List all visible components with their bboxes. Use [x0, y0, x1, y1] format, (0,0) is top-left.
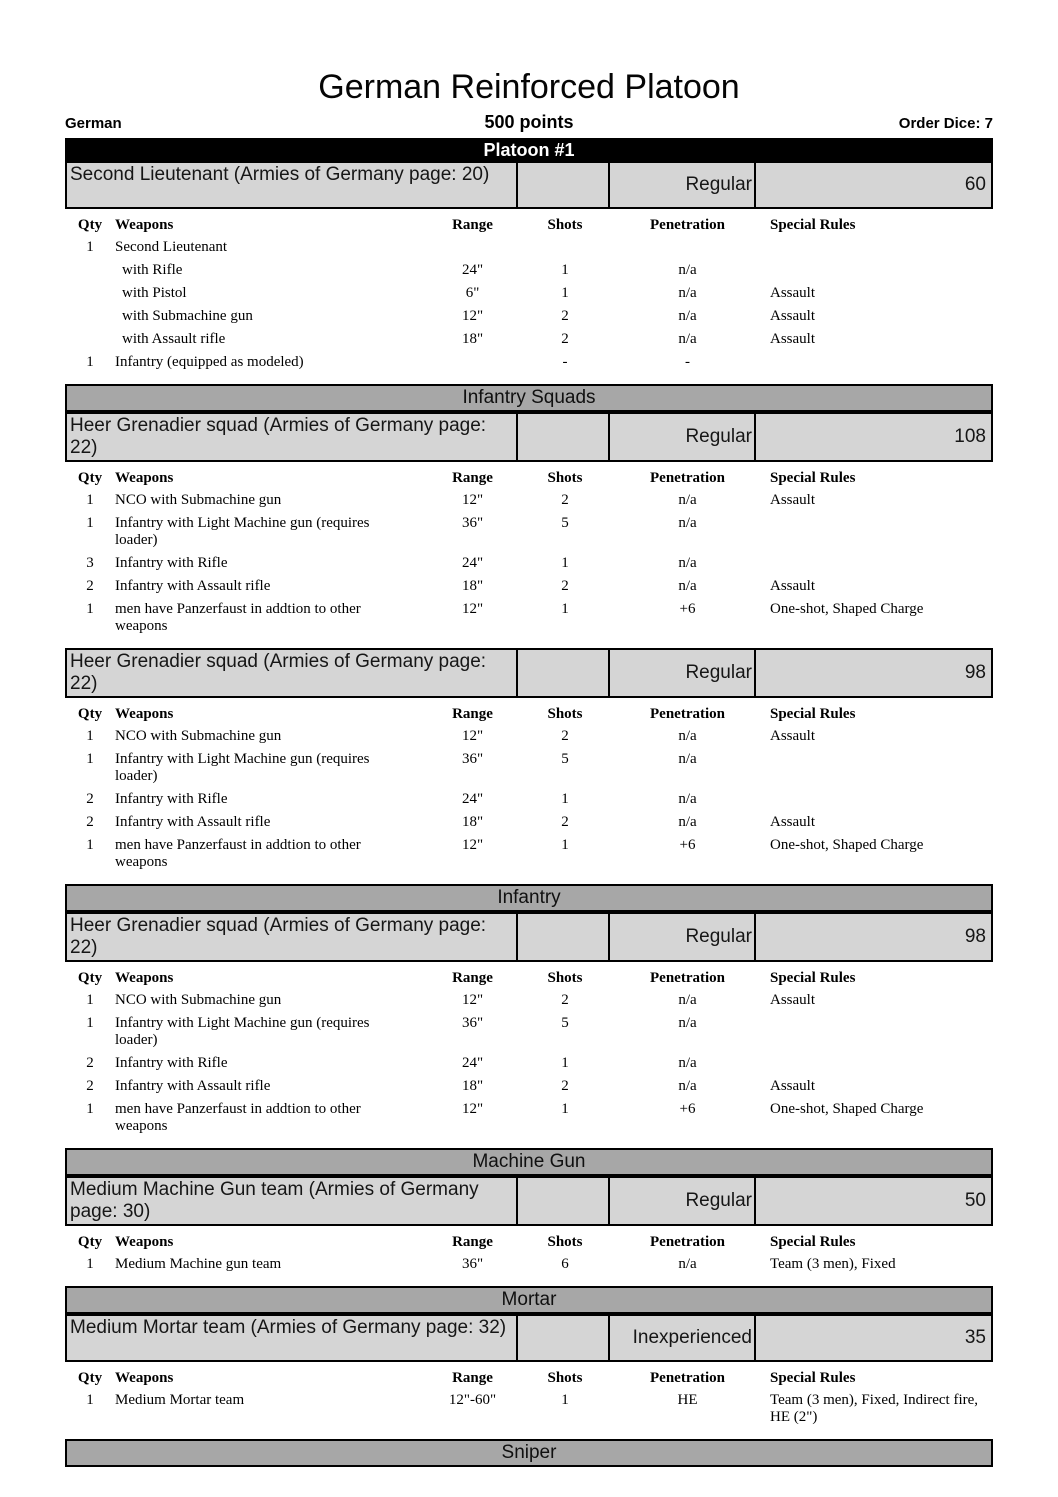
weapons-col-range: Range [452, 706, 493, 722]
unit-blank-cell [516, 1178, 608, 1224]
weapon-penetration: n/a [678, 492, 697, 508]
weapons-col-range: Range [452, 970, 493, 986]
weapon-row [65, 1098, 993, 1138]
weapon-row [65, 834, 993, 874]
weapon-range: 18" [461, 814, 484, 830]
weapon-penetration: n/a [678, 751, 697, 767]
page-title: German Reinforced Platoon [318, 68, 740, 106]
weapon-qty [65, 285, 115, 302]
weapon-name: Infantry (equipped as modeled) [115, 354, 304, 370]
weapon-special: Assault [770, 308, 815, 324]
unit-name: Heer Grenadier squad (Armies of Germany page: 22) [70, 915, 487, 958]
weapon-name: Infantry with Light Machine gun (requires loader) [115, 1015, 370, 1048]
weapons-header-row [65, 468, 993, 489]
weapons-col-weapons: Weapons [115, 970, 174, 986]
unit-quality: Regular [608, 914, 754, 960]
weapons-header-row [65, 1368, 993, 1389]
weapon-qty: 1 [86, 1256, 94, 1272]
weapons-col-special: Special Rules [770, 217, 856, 233]
weapons-col-shots: Shots [547, 1234, 583, 1250]
weapon-shots: 2 [561, 492, 569, 508]
weapons-col-qty: Qty [77, 1370, 103, 1386]
weapon-qty [65, 262, 115, 279]
weapon-range: 12" [461, 492, 484, 508]
weapon-name: Infantry with Rifle [115, 1055, 228, 1071]
unit-row [65, 1314, 993, 1362]
weapon-special: Assault [770, 728, 815, 744]
unit-name: Heer Grenadier squad (Armies of Germany page: 22) [70, 415, 487, 458]
weapon-name: with Pistol [122, 285, 187, 301]
weapon-name: men have Panzerfaust in addtion to other weapons [115, 837, 361, 870]
unit-points: 50 [754, 1178, 991, 1224]
weapon-range: 18" [461, 1078, 484, 1094]
weapon-penetration: - [685, 354, 690, 370]
weapon-range: 6" [465, 285, 480, 301]
weapons-col-weapons: Weapons [115, 1370, 174, 1386]
weapons-col-penetration: Penetration [650, 1234, 725, 1250]
weapons-table [65, 1232, 993, 1276]
weapon-shots: 1 [561, 791, 569, 807]
weapons-col-penetration: Penetration [650, 1370, 725, 1386]
weapon-qty: 2 [86, 578, 94, 594]
weapon-name: NCO with Submachine gun [115, 992, 282, 1008]
weapons-col-penetration: Penetration [650, 217, 725, 233]
weapon-qty: 1 [86, 601, 94, 617]
weapon-special [770, 751, 993, 785]
weapon-special: Team (3 men), Fixed [770, 1256, 896, 1272]
weapon-range: 36" [461, 515, 484, 531]
unit-blank-cell [516, 414, 608, 460]
weapons-col-range: Range [452, 1234, 493, 1250]
weapon-qty: 1 [86, 239, 94, 255]
weapon-shots: 6 [561, 1256, 569, 1272]
weapon-penetration: +6 [679, 601, 696, 617]
weapons-header-row [65, 1232, 993, 1253]
weapon-row [65, 552, 993, 575]
weapon-row [65, 1075, 993, 1098]
weapon-penetration: n/a [678, 262, 697, 278]
section-heading: Mortar [65, 1286, 993, 1314]
weapon-name: Infantry with Assault rifle [115, 578, 271, 594]
weapon-range: 36" [461, 1015, 484, 1031]
unit-row [65, 912, 993, 962]
weapon-qty: 2 [86, 1055, 94, 1071]
section-heading: Infantry Squads [65, 384, 993, 412]
weapon-special: One-shot, Shaped Charge [770, 601, 924, 617]
weapon-penetration: n/a [678, 515, 697, 531]
weapon-qty [65, 308, 115, 325]
weapon-qty: 1 [86, 992, 94, 1008]
weapon-qty: 1 [86, 1392, 94, 1408]
weapon-special [770, 239, 993, 256]
unit-blank-cell [516, 163, 608, 207]
weapons-col-qty: Qty [77, 1234, 103, 1250]
weapon-row [65, 1389, 993, 1429]
weapon-range: 36" [461, 1256, 484, 1272]
weapon-range: 18" [461, 578, 484, 594]
weapons-col-shots: Shots [547, 970, 583, 986]
weapon-shots: 2 [561, 308, 569, 324]
weapon-range: 12"-60" [448, 1392, 497, 1408]
weapon-range: 12" [461, 308, 484, 324]
weapons-table [65, 468, 993, 638]
weapon-range [420, 239, 525, 256]
weapon-penetration: n/a [678, 728, 697, 744]
weapon-name: Infantry with Light Machine gun (requires loader) [115, 515, 370, 548]
weapons-col-weapons: Weapons [115, 706, 174, 722]
weapon-special [770, 791, 993, 808]
weapon-range: 12" [461, 728, 484, 744]
weapon-range: 24" [461, 1055, 484, 1071]
weapon-row [65, 598, 993, 638]
weapon-shots: 5 [561, 1015, 569, 1031]
weapons-header-row [65, 704, 993, 725]
weapon-penetration: n/a [678, 578, 697, 594]
weapon-penetration: +6 [679, 837, 696, 853]
weapons-header-row [65, 968, 993, 989]
weapon-row [65, 489, 993, 512]
weapon-shots: 1 [561, 262, 569, 278]
weapon-special [770, 1055, 993, 1072]
unit-row [65, 1176, 993, 1226]
weapons-col-special: Special Rules [770, 470, 856, 486]
weapon-row [65, 811, 993, 834]
weapon-range: 12" [461, 601, 484, 617]
weapons-table [65, 1368, 993, 1429]
weapons-col-special: Special Rules [770, 706, 856, 722]
unit-quality: Regular [608, 163, 754, 207]
unit-name: Medium Machine Gun team (Armies of Germany page: 30) [70, 1179, 479, 1222]
weapons-col-qty: Qty [77, 970, 103, 986]
weapon-special: Team (3 men), Fixed, Indirect fire, HE (2") [770, 1392, 979, 1425]
weapon-special [770, 515, 993, 549]
weapon-special [770, 354, 993, 371]
weapon-name: with Rifle [122, 262, 183, 278]
weapon-range: 12" [461, 837, 484, 853]
weapon-shots [525, 239, 605, 256]
weapon-row [65, 512, 993, 552]
nation-label: German [65, 115, 122, 132]
weapons-col-weapons: Weapons [115, 217, 174, 233]
weapon-special: Assault [770, 578, 815, 594]
weapon-shots: 1 [561, 1101, 569, 1117]
weapon-penetration: n/a [678, 555, 697, 571]
weapons-col-special: Special Rules [770, 970, 856, 986]
weapons-col-penetration: Penetration [650, 470, 725, 486]
weapons-col-special: Special Rules [770, 1370, 856, 1386]
weapon-qty: 3 [86, 555, 94, 571]
order-dice-label: Order Dice: 7 [898, 115, 993, 132]
weapon-name: men have Panzerfaust in addtion to other weapons [115, 1101, 361, 1134]
weapon-special: Assault [770, 814, 815, 830]
weapon-name: Medium Machine gun team [115, 1256, 282, 1272]
weapon-shots: 1 [561, 1392, 569, 1408]
weapon-name: Second Lieutenant [115, 239, 228, 255]
unit-blank-cell [516, 914, 608, 960]
weapon-name: with Assault rifle [122, 331, 226, 347]
weapon-shots: 2 [561, 992, 569, 1008]
weapon-penetration: n/a [678, 285, 697, 301]
weapon-qty: 1 [86, 837, 94, 853]
weapon-penetration: HE [677, 1392, 698, 1408]
weapon-row [65, 1052, 993, 1075]
weapon-special: One-shot, Shaped Charge [770, 837, 924, 853]
weapon-name: with Submachine gun [122, 308, 253, 324]
weapons-col-range: Range [452, 1370, 493, 1386]
weapon-shots: 2 [561, 331, 569, 347]
weapon-special: Assault [770, 992, 815, 1008]
weapon-row [65, 1012, 993, 1052]
weapon-qty: 2 [86, 1078, 94, 1094]
unit-blank-cell [516, 1316, 608, 1360]
weapon-row [65, 236, 993, 259]
meta-row [65, 112, 993, 133]
weapon-name: NCO with Submachine gun [115, 492, 282, 508]
unit-quality: Regular [608, 1178, 754, 1224]
unit-blank-cell [516, 650, 608, 696]
weapon-shots: 2 [561, 728, 569, 744]
weapon-special: Assault [770, 492, 815, 508]
weapon-penetration: +6 [679, 1101, 696, 1117]
section-heading: Infantry [65, 884, 993, 912]
weapon-shots: 2 [561, 1078, 569, 1094]
weapon-special: One-shot, Shaped Charge [770, 1101, 924, 1117]
weapon-qty: 2 [86, 814, 94, 830]
unit-points: 60 [754, 163, 991, 207]
weapons-col-penetration: Penetration [650, 706, 725, 722]
unit-row [65, 648, 993, 698]
weapon-shots: - [562, 354, 568, 370]
weapons-col-range: Range [452, 217, 493, 233]
weapon-penetration: n/a [678, 814, 697, 830]
weapons-col-shots: Shots [547, 1370, 583, 1386]
weapon-row [65, 989, 993, 1012]
weapon-row [65, 259, 993, 282]
weapon-penetration: n/a [678, 1055, 697, 1071]
weapons-col-shots: Shots [547, 217, 583, 233]
weapon-qty: 1 [86, 1015, 94, 1031]
weapon-shots: 2 [561, 578, 569, 594]
weapon-shots: 1 [561, 1055, 569, 1071]
weapon-name: NCO with Submachine gun [115, 728, 282, 744]
weapon-name: Infantry with Assault rifle [115, 814, 271, 830]
unit-points: 108 [754, 414, 991, 460]
weapon-penetration: n/a [678, 791, 697, 807]
weapon-penetration: n/a [678, 331, 697, 347]
weapon-penetration: n/a [678, 1078, 697, 1094]
weapon-penetration: n/a [678, 308, 697, 324]
weapon-qty: 1 [86, 728, 94, 744]
weapon-row [65, 328, 993, 351]
weapons-col-penetration: Penetration [650, 970, 725, 986]
weapon-shots: 5 [561, 751, 569, 767]
weapons-col-weapons: Weapons [115, 470, 174, 486]
weapon-penetration [605, 239, 770, 256]
weapon-row [65, 575, 993, 598]
weapon-shots: 5 [561, 515, 569, 531]
weapon-special [770, 1015, 993, 1049]
unit-quality: Regular [608, 414, 754, 460]
weapons-col-special: Special Rules [770, 1234, 856, 1250]
weapon-range: 12" [461, 1101, 484, 1117]
weapon-range [420, 354, 525, 371]
weapon-range: 24" [461, 262, 484, 278]
weapons-table [65, 704, 993, 874]
weapon-penetration: n/a [678, 1256, 697, 1272]
weapon-qty: 1 [86, 751, 94, 767]
weapons-table [65, 215, 993, 374]
weapon-shots: 1 [561, 601, 569, 617]
weapons-header-row [65, 215, 993, 236]
weapon-range: 12" [461, 992, 484, 1008]
weapon-special [770, 555, 993, 572]
weapon-shots: 1 [561, 285, 569, 301]
weapons-col-shots: Shots [547, 706, 583, 722]
weapon-range: 24" [461, 555, 484, 571]
weapon-special: Assault [770, 285, 815, 301]
content [65, 138, 993, 1467]
weapon-range: 18" [461, 331, 484, 347]
weapon-name: Medium Mortar team [115, 1392, 245, 1408]
weapon-range: 24" [461, 791, 484, 807]
weapons-col-weapons: Weapons [115, 1234, 174, 1250]
weapon-qty [65, 331, 115, 348]
weapon-row [65, 1253, 993, 1276]
weapon-name: Infantry with Rifle [115, 791, 228, 807]
weapon-row [65, 282, 993, 305]
weapons-col-qty: Qty [77, 217, 103, 233]
weapon-qty: 1 [86, 492, 94, 508]
unit-name: Heer Grenadier squad (Armies of Germany page: 22) [70, 651, 487, 694]
unit-quality: Inexperienced [608, 1316, 754, 1360]
weapon-row [65, 305, 993, 328]
unit-points: 98 [754, 914, 991, 960]
weapon-name: Infantry with Light Machine gun (requires loader) [115, 751, 370, 784]
weapon-name: Infantry with Assault rifle [115, 1078, 271, 1094]
weapon-row [65, 748, 993, 788]
weapon-row [65, 725, 993, 748]
weapon-special: Assault [770, 1078, 815, 1094]
weapon-qty: 2 [86, 791, 94, 807]
section-heading: Machine Gun [65, 1148, 993, 1176]
weapon-qty: 1 [86, 354, 94, 370]
weapons-table [65, 968, 993, 1138]
platoon-header-bar: Platoon #1 [65, 138, 993, 161]
weapon-special [770, 262, 993, 279]
weapons-col-range: Range [452, 470, 493, 486]
unit-quality: Regular [608, 650, 754, 696]
section-heading: Sniper [65, 1439, 993, 1467]
unit-points: 98 [754, 650, 991, 696]
weapons-col-shots: Shots [547, 470, 583, 486]
weapon-range: 36" [461, 751, 484, 767]
weapon-row [65, 788, 993, 811]
weapon-penetration: n/a [678, 992, 697, 1008]
unit-points: 35 [754, 1316, 991, 1360]
unit-row [65, 412, 993, 462]
unit-row [65, 161, 993, 209]
weapon-penetration: n/a [678, 1015, 697, 1031]
unit-name: Medium Mortar team (Armies of Germany page: 32) [70, 1317, 507, 1338]
weapon-special: Assault [770, 331, 815, 347]
weapon-row [65, 351, 993, 374]
unit-name: Second Lieutenant (Armies of Germany page: 20) [70, 164, 490, 185]
weapon-name: Infantry with Rifle [115, 555, 228, 571]
weapon-shots: 2 [561, 814, 569, 830]
weapon-shots: 1 [561, 555, 569, 571]
weapons-col-qty: Qty [77, 470, 103, 486]
weapon-name: men have Panzerfaust in addtion to other weapons [115, 601, 361, 634]
weapons-col-qty: Qty [77, 706, 103, 722]
weapon-qty: 1 [86, 515, 94, 531]
points-total-label: 500 points [484, 112, 574, 132]
weapon-qty: 1 [86, 1101, 94, 1117]
weapon-shots: 1 [561, 837, 569, 853]
